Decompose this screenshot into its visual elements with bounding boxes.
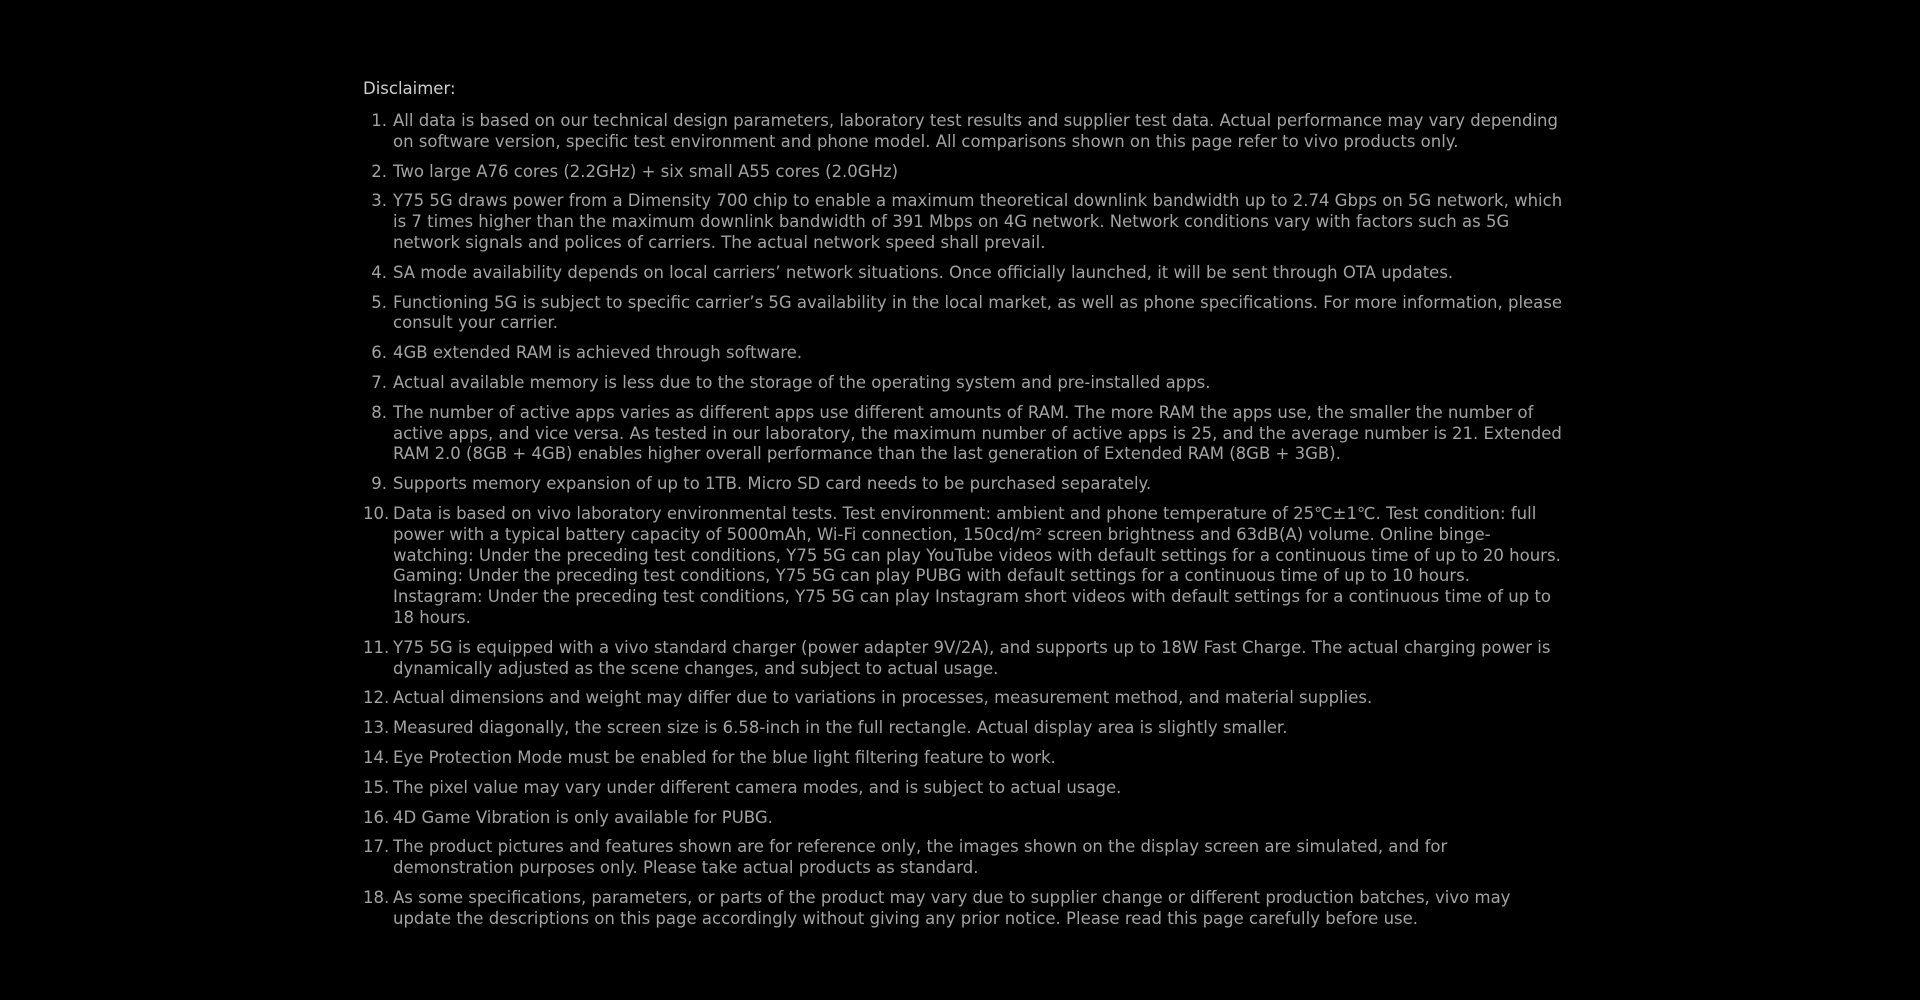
disclaimer-item-7 bbox=[363, 373, 1563, 394]
item-text: Actual available memory is less due to the storage of the operating system and pre-installed apps. bbox=[393, 372, 1211, 392]
item-text: The number of active apps varies as different apps use different amounts of RAM. The more RAM the apps use, the smaller the number of active apps, and vice versa. As tested in our laboratory, the maximum number of active apps is 25, and the average number is 21. Extended RAM 2.0 (8GB + 4GB) enables higher overall performance than the last generation of Extended RAM (8GB + 3GB). bbox=[393, 402, 1562, 464]
disclaimer-item-3 bbox=[363, 191, 1563, 253]
item-text: SA mode availability depends on local carriers’ network situations. Once officially launched, it will be sent through OTA updates. bbox=[393, 262, 1454, 282]
item-number: 4. bbox=[371, 262, 387, 282]
disclaimer-title: Disclaimer: bbox=[363, 79, 456, 98]
item-number: 6. bbox=[371, 343, 387, 363]
item-number: 9. bbox=[371, 474, 387, 494]
item-number: 1. bbox=[371, 111, 387, 130]
disclaimer-item-11 bbox=[363, 638, 1563, 680]
item-number: 18. bbox=[363, 887, 390, 907]
item-number: 12. bbox=[363, 688, 390, 708]
item-number: 16. bbox=[363, 807, 390, 827]
item-number: 7. bbox=[371, 372, 387, 392]
item-text: 4GB extended RAM is achieved through software. bbox=[393, 343, 803, 363]
item-text: Data is based on vivo laboratory environmental tests. Test environment: ambient and phone temperature of 25℃±1℃. Test condition: full power with a typical battery capacity of 5000mAh, Wi-Fi connection, 150cd/m² screen brightness and 63dB(A) volume. Online binge-watching: Under the preceding test conditions, Y75 5G can play YouTube videos with default settings for a continuous time of up to 20 hours. Gaming: Under the preceding test conditions, Y75 5G can play PUBG with default settings for a continuous time of up to 10 hours. Instagram: Under the preceding test conditions, Y75 5G can play Instagram short videos with default settings for a continuous time of up to 18 hours. bbox=[393, 503, 1561, 627]
disclaimer-item-8 bbox=[363, 403, 1563, 465]
disclaimer-item-15 bbox=[363, 778, 1563, 799]
disclaimer-item-6 bbox=[363, 343, 1563, 364]
item-text: Eye Protection Mode must be enabled for the blue light filtering feature to work. bbox=[393, 747, 1056, 767]
disclaimer-item-14 bbox=[363, 748, 1563, 769]
item-number: 10. bbox=[363, 503, 390, 523]
disclaimer-item-4 bbox=[363, 263, 1563, 284]
disclaimer-item-12 bbox=[363, 688, 1563, 709]
item-number: 15. bbox=[363, 777, 390, 797]
disclaimer-item-13 bbox=[363, 718, 1563, 739]
disclaimer-item-16 bbox=[363, 808, 1563, 829]
item-number: 3. bbox=[371, 191, 387, 211]
item-text: 4D Game Vibration is only available for PUBG. bbox=[393, 807, 773, 827]
item-text: Supports memory expansion of up to 1TB. Micro SD card needs to be purchased separately. bbox=[393, 474, 1152, 494]
item-text: As some specifications, parameters, or parts of the product may vary due to supplier change or different production batches, vivo may update the descriptions on this page accordingly without giving any prior notice. Please read this page carefully before use. bbox=[393, 887, 1511, 928]
disclaimer-item-5 bbox=[363, 293, 1563, 335]
disclaimer-list bbox=[363, 111, 1563, 930]
disclaimer-item-18 bbox=[363, 888, 1563, 930]
item-text: Y75 5G draws power from a Dimensity 700 chip to enable a maximum theoretical downlink bandwidth up to 2.74 Gbps on 5G network, which is 7 times higher than the maximum downlink bandwidth of 391 Mbps on 4G network. Network conditions vary with factors such as 5G network signals and polices of carriers. The actual network speed shall prevail. bbox=[393, 191, 1563, 252]
item-text: Functioning 5G is subject to specific carrier’s 5G availability in the local market, as well as phone specifications. For more information, please consult your carrier. bbox=[393, 292, 1563, 333]
item-text: Actual dimensions and weight may differ due to variations in processes, measurement method, and material supplies. bbox=[393, 688, 1373, 708]
item-text: The product pictures and features shown are for reference only, the images shown on the display screen are simulated, and for demonstration purposes only. Please take actual products as standard. bbox=[393, 837, 1448, 878]
item-number: 2. bbox=[371, 161, 387, 181]
item-number: 13. bbox=[363, 718, 390, 738]
item-number: 5. bbox=[371, 292, 387, 312]
disclaimer-item-1 bbox=[363, 111, 1563, 153]
item-number: 8. bbox=[371, 402, 387, 422]
item-text: Y75 5G is equipped with a vivo standard charger (power adapter 9V/2A), and supports up to 18W Fast Charge. The actual charging power is dynamically adjusted as the scene changes, and subject to actual usage. bbox=[393, 637, 1551, 678]
disclaimer-section bbox=[363, 78, 1563, 939]
item-number: 17. bbox=[363, 837, 390, 857]
item-text: Measured diagonally, the screen size is 6.58-inch in the full rectangle. Actual display area is slightly smaller. bbox=[393, 718, 1288, 738]
item-number: 11. bbox=[363, 637, 390, 657]
disclaimer-item-17 bbox=[363, 837, 1563, 879]
item-text: All data is based on our technical design parameters, laboratory test results and supplier test data. Actual performance may vary depending on software version, specific test environment and phone model. All comparisons shown on this page refer to vivo products only. bbox=[393, 111, 1558, 151]
disclaimer-item-9 bbox=[363, 474, 1563, 495]
disclaimer-item-10 bbox=[363, 504, 1563, 629]
item-number: 14. bbox=[363, 747, 390, 767]
item-text: Two large A76 cores (2.2GHz) + six small A55 cores (2.0GHz) bbox=[393, 161, 899, 181]
item-text: The pixel value may vary under different camera modes, and is subject to actual usage. bbox=[393, 777, 1122, 797]
disclaimer-item-2 bbox=[363, 162, 1563, 183]
